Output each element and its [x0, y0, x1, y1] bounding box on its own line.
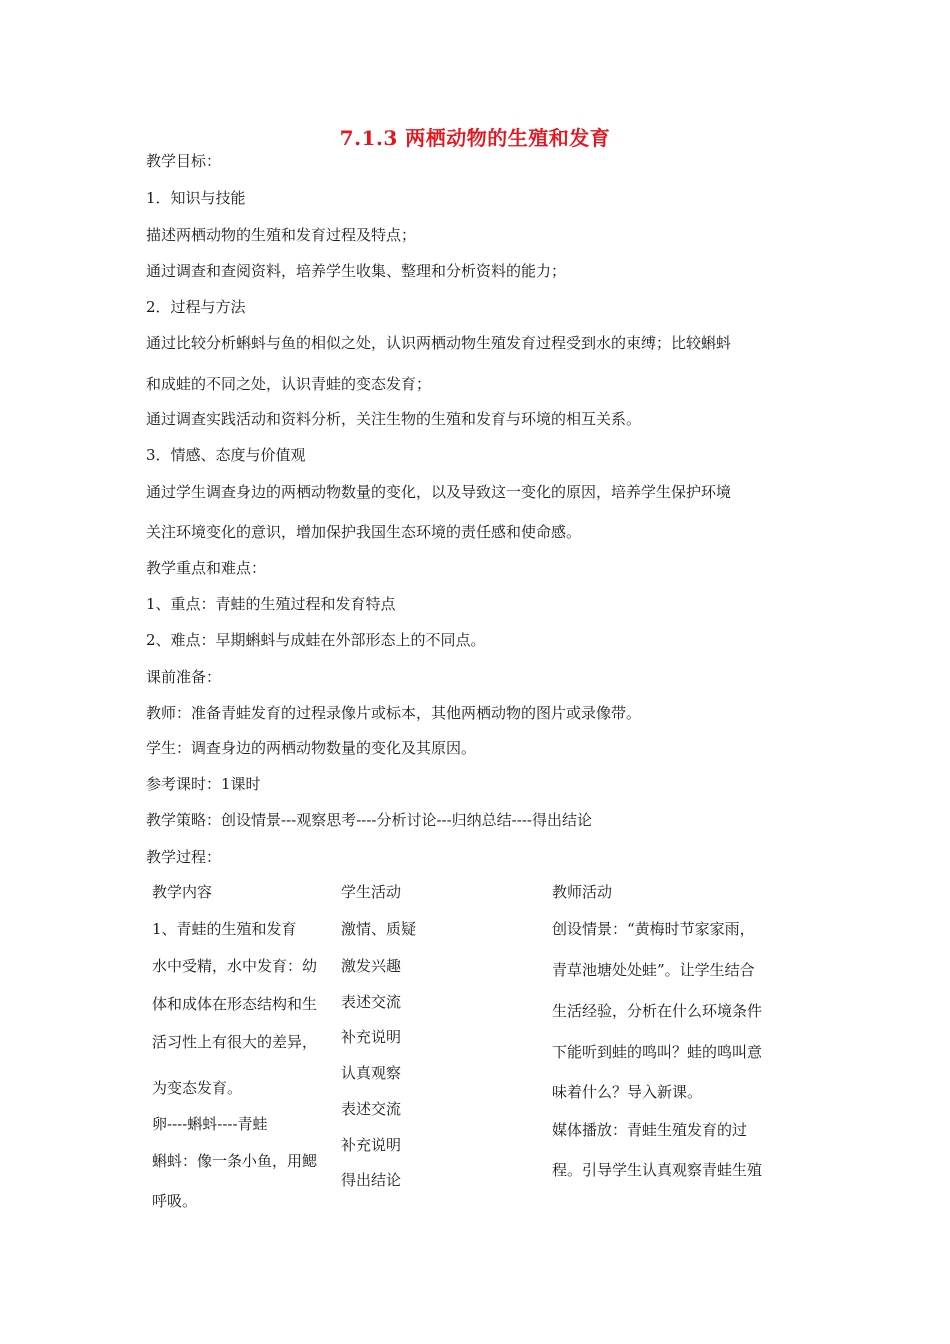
section-heading-key-points: 教学重点和难点： [146, 559, 267, 577]
table-cell-content: 体和成体在形态结构和生 [152, 995, 318, 1013]
paragraph-line: 1、重点：青蛙的生殖过程和发育特点 [146, 595, 396, 613]
paragraph-line: 学生：调查身边的两栖动物数量的变化及其原因。 [146, 739, 477, 757]
table-header-content: 教学内容 [152, 883, 213, 901]
table-cell-student: 表述交流 [341, 1100, 402, 1118]
section-heading-process-steps: 教学过程： [146, 848, 222, 866]
subheading-process: 2．过程与方法 [146, 298, 246, 316]
table-cell-content: 水中受精，水中发育：幼 [152, 957, 318, 975]
table-header-teacher: 教师活动 [552, 883, 613, 901]
paragraph-line: 教师：准备青蛙发育的过程录像片或标本，其他两栖动物的图片或录像带。 [146, 704, 642, 722]
table-cell-teacher: 媒体播放：青蛙生殖发育的过 [552, 1121, 748, 1139]
table-cell-content: 蝌蚪：像一条小鱼，用鳃 [152, 1152, 318, 1170]
section-heading-objectives: 教学目标： [146, 152, 222, 170]
table-cell-teacher: 味着什么？导入新课。 [552, 1083, 703, 1101]
table-cell-content: 呼吸。 [152, 1192, 198, 1210]
table-cell-teacher: 青草池塘处处蛙”。让学生结合 [552, 961, 755, 979]
table-cell-content: 活习性上有很大的差异， [152, 1033, 318, 1051]
table-header-student: 学生活动 [341, 883, 402, 901]
paragraph-line: 参考课时：1课时 [146, 775, 261, 793]
table-cell-teacher: 创设情景：“黄梅时节家家雨， [552, 920, 755, 938]
paragraph-line: 描述两栖动物的生殖和发育过程及特点； [146, 226, 417, 244]
table-cell-teacher: 程。引导学生认真观察青蛙生殖 [552, 1161, 763, 1179]
paragraph-line: 2、难点：早期蝌蚪与成蛙在外部形态上的不同点。 [146, 631, 486, 649]
document-title: 7.1.3 两栖动物的生殖和发育 [339, 126, 611, 150]
table-cell-content: 为变态发育。 [152, 1079, 243, 1097]
table-cell-content: 卵----蝌蚪----青蛙 [152, 1115, 268, 1133]
table-cell-student: 表述交流 [341, 993, 402, 1011]
table-cell-student: 得出结论 [341, 1171, 402, 1189]
paragraph-line: 和成蛙的不同之处，认识青蛙的变态发育； [146, 375, 432, 393]
subheading-knowledge: 1．知识与技能 [146, 189, 246, 207]
subheading-values: 3．情感、态度与价值观 [146, 446, 306, 464]
paragraph-line: 通过学生调查身边的两栖动物数量的变化，以及导致这一变化的原因，培养学生保护环境 [146, 483, 732, 501]
table-cell-student: 激发兴趣 [341, 957, 402, 975]
paragraph-line: 通过比较分析蝌蚪与鱼的相似之处，认识两栖动物生殖发育过程受到水的束缚；比较蝌蚪 [146, 334, 732, 352]
section-heading-preparation: 课前准备： [146, 668, 222, 686]
table-cell-student: 补充说明 [341, 1028, 402, 1046]
table-cell-teacher: 生活经验，分析在什么环境条件 [552, 1002, 763, 1020]
paragraph-line: 通过调查和查阅资料，培养学生收集、整理和分析资料的能力； [146, 262, 567, 280]
table-cell-teacher: 下能听到蛙的鸣叫？蛙的鸣叫意 [552, 1043, 763, 1061]
table-cell-student: 补充说明 [341, 1136, 402, 1154]
table-cell-content: 1、青蛙的生殖和发育 [152, 920, 297, 938]
paragraph-line: 教学策略：创设情景---观察思考----分析讨论---归纳总结----得出结论 [146, 811, 592, 829]
paragraph-line: 通过调查实践活动和资料分析，关注生物的生殖和发育与环境的相互关系。 [146, 410, 642, 428]
table-cell-student: 激情、质疑 [341, 920, 417, 938]
paragraph-line: 关注环境变化的意识，增加保护我国生态环境的责任感和使命感。 [146, 523, 582, 541]
table-cell-student: 认真观察 [341, 1064, 402, 1082]
